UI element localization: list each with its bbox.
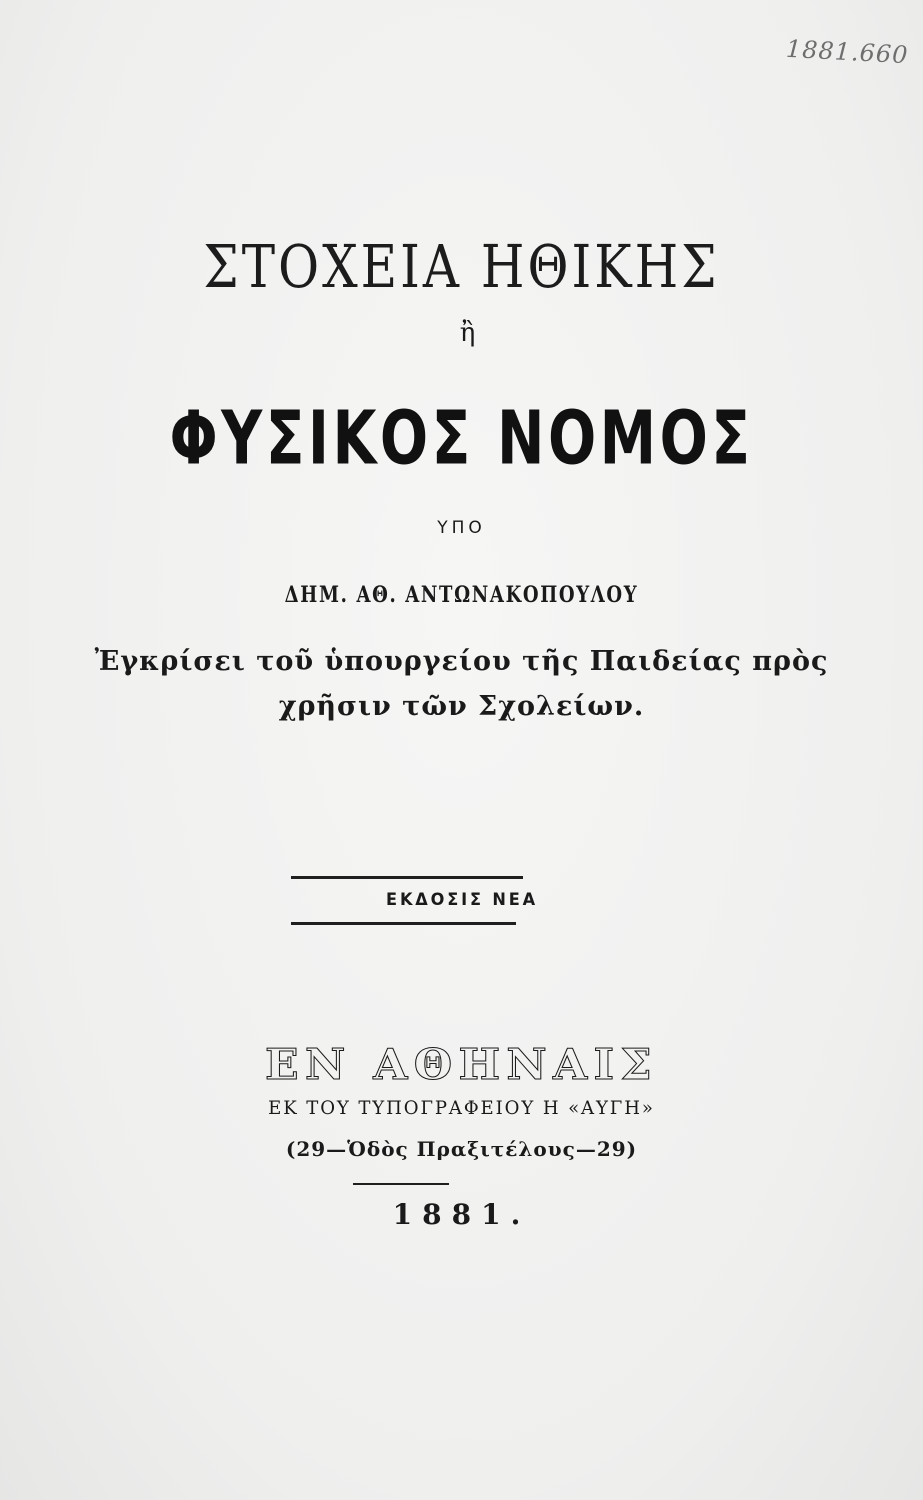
edition-rule-bottom [291, 922, 516, 925]
imprint-place: ΕΝ ΑΘΗΝΑΙΣ [265, 1040, 658, 1089]
by-label: ΥΠΟ [437, 518, 486, 538]
author-name: ΔΗΜ. ΑΘ. ΑΝΤΩΝΑΚΟΠΟΥΛΟΥ [284, 582, 639, 608]
book-title-alternate: ΦΥΣΙΚΟΣ ΝΟΜΟΣ [169, 395, 754, 482]
imprint-address: (29—Ὁδὸς Πραξιτέλους—29) [285, 1137, 638, 1161]
year-rule [353, 1183, 449, 1185]
handwritten-shelfmark: 1881.660 [785, 34, 910, 70]
approval-line-2: χρῆσιν τῶν Σχολείων. [278, 691, 645, 722]
edition-label: ΕΚΔΟΣΙΣ ΝΕΑ [386, 890, 538, 910]
imprint-printer: ΕΚ ΤΟΥ ΤΥΠΟΓΡΑΦΕΙΟΥ Η «ΑΥΓΗ» [268, 1097, 655, 1119]
book-title-main: ΣΤΟΧΕΙΑ ΗΘΙΚΗΣ [203, 232, 720, 302]
edition-rule-top [291, 876, 523, 879]
publication-year: 1881. [392, 1198, 531, 1231]
approval-line-1: Ἐγκρίσει τοῦ ὑπουργείου τῆς Παιδείας πρὸς [94, 646, 829, 677]
title-conjunction: ἢ [459, 318, 476, 348]
